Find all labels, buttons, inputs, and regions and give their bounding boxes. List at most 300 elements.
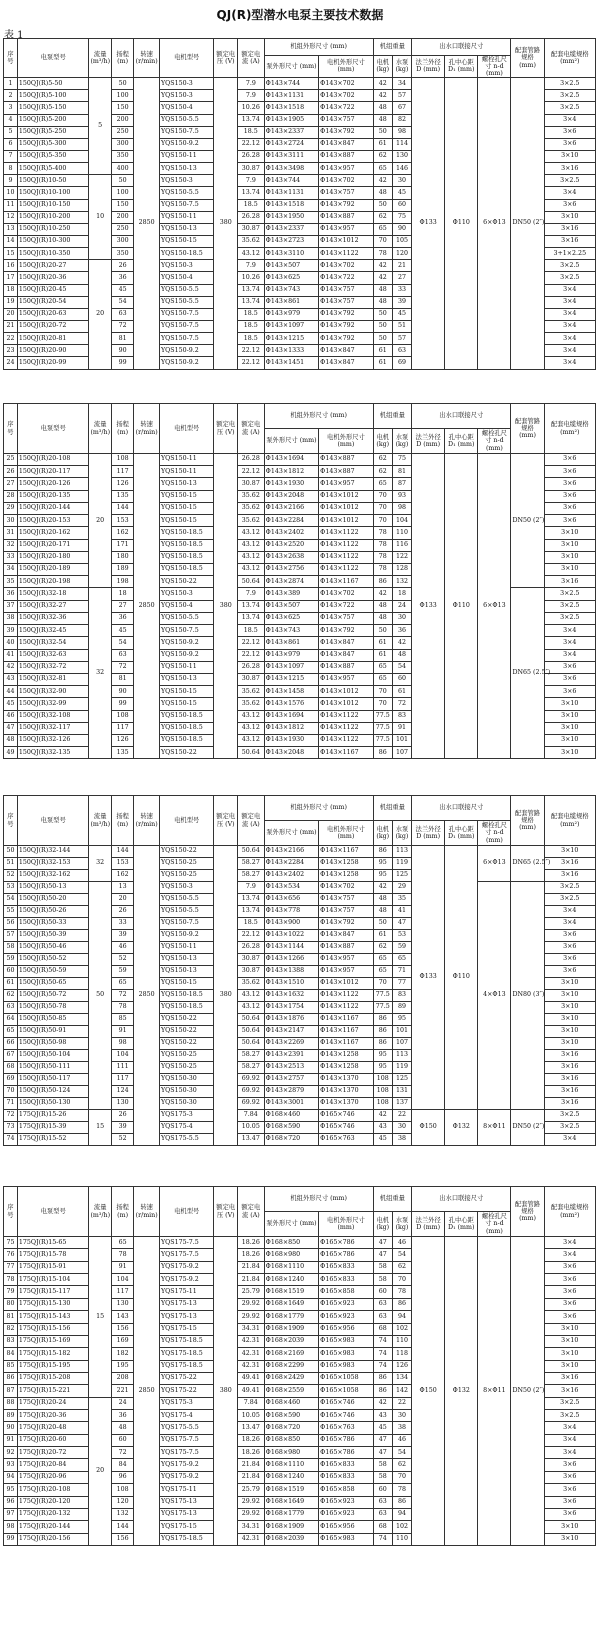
table-cell: Φ143×1012 xyxy=(319,502,374,514)
table-cell: 42 xyxy=(373,90,392,102)
table-cell: 21.84 xyxy=(237,1274,264,1286)
table-cell: 69.92 xyxy=(237,1098,264,1110)
table-cell: 95 xyxy=(4,1484,18,1496)
table-cell: YQS150-7.5 xyxy=(159,308,213,320)
table-cell: Φ143×3498 xyxy=(264,163,318,175)
table-cell: 98 xyxy=(4,1521,18,1533)
table-cell: 3×2.5 xyxy=(544,1122,595,1134)
table-cell: 29.92 xyxy=(237,1496,264,1508)
table-cell: Φ143×792 xyxy=(319,308,374,320)
table-cell: Φ168×590 xyxy=(264,1410,318,1422)
table-cell: YQS150-7.5 xyxy=(159,126,213,138)
table-cell: 26.28 xyxy=(237,454,264,466)
table-cell: 49 xyxy=(4,747,18,759)
table-cell: YQS175-7.5 xyxy=(159,1434,213,1446)
table-cell: 117 xyxy=(111,722,133,734)
table-cell: 3×6 xyxy=(544,490,595,502)
table-cell: 3×6 xyxy=(544,199,595,211)
table-cell: 3×4 xyxy=(544,333,595,345)
table-cell: 48 xyxy=(373,284,392,296)
table-cell: 175QJ(R)15-143 xyxy=(17,1311,89,1323)
table-cell: 150QJ(R)20-144 xyxy=(17,502,89,514)
table-cell: 182 xyxy=(111,1348,133,1360)
table-cell: 3×16 xyxy=(544,1050,595,1062)
table-cell: 62 xyxy=(373,942,392,954)
table-cell: 3×10 xyxy=(544,563,595,575)
table-cell: 102 xyxy=(392,1521,411,1533)
table-cell: Φ143×1122 xyxy=(319,710,374,722)
table-cell: 3×16 xyxy=(544,858,595,870)
table-cell: 150QJ(R)32-162 xyxy=(17,870,89,882)
table-cell: 3×10 xyxy=(544,1360,595,1372)
table-cell: 3×16 xyxy=(544,1372,595,1384)
table-cell: 58.27 xyxy=(237,1062,264,1074)
table-cell: 30.87 xyxy=(237,954,264,966)
table-cell: 3×4 xyxy=(544,114,595,126)
table-cell: 10.26 xyxy=(237,102,264,114)
table-cell: 29.92 xyxy=(237,1311,264,1323)
spec-table-2 xyxy=(3,403,596,759)
table-cell: 3×10 xyxy=(544,1002,595,1014)
table-cell: 150QJ(R)50-91 xyxy=(17,1026,89,1038)
table-cell: YQS150-13 xyxy=(159,954,213,966)
table-cell: 150QJ(R)50-117 xyxy=(17,1074,89,1086)
table-row xyxy=(4,1110,596,1122)
table-cell: 70 xyxy=(373,515,392,527)
table-cell: 104 xyxy=(111,1274,133,1286)
table-cell: 72 xyxy=(4,1110,18,1122)
table-cell: Φ168×590 xyxy=(264,1122,318,1134)
column-header: 出水口联接尺寸 xyxy=(412,39,511,56)
table-cell: Φ143×1167 xyxy=(319,846,374,858)
table-cell: 50.64 xyxy=(237,1014,264,1026)
table-cell: YQS150-3 xyxy=(159,882,213,894)
table-cell: 50 xyxy=(373,333,392,345)
table-cell: Φ143×1097 xyxy=(264,321,318,333)
table-cell: YQS150-9.2 xyxy=(159,345,213,357)
column-header: 配套电缆规格 (mm²) xyxy=(544,39,595,78)
table-cell: 150QJ(R)20-54 xyxy=(17,296,89,308)
table-cell: 62 xyxy=(373,151,392,163)
table-cell: Φ143×1022 xyxy=(264,930,318,942)
table-cell: 65 xyxy=(373,966,392,978)
table-cell: 3×4 xyxy=(544,918,595,930)
table-cell: 153 xyxy=(111,858,133,870)
table-cell: 26 xyxy=(111,1110,133,1122)
table-cell: 84 xyxy=(111,1459,133,1471)
column-header: 出水口联接尺寸 xyxy=(412,796,511,821)
table-cell: 350 xyxy=(111,151,133,163)
table-cell: 150QJ(R)32-135 xyxy=(17,747,89,759)
table-cell: 150QJ(R)5-100 xyxy=(17,90,89,102)
table-cell: 107 xyxy=(392,747,411,759)
table-cell: Φ143×957 xyxy=(319,223,374,235)
table-cell: 150QJ(R)50-46 xyxy=(17,942,89,954)
table-cell: 60 xyxy=(373,1484,392,1496)
table-cell: 61 xyxy=(4,978,18,990)
table-cell: 7.84 xyxy=(237,1110,264,1122)
table-cell: YQS175-11 xyxy=(159,1286,213,1298)
table-cell: 150QJ(R)20-45 xyxy=(17,284,89,296)
table-cell: 100 xyxy=(111,187,133,199)
table-cell: Φ143×1930 xyxy=(264,735,318,747)
table-cell: Φ143×957 xyxy=(319,673,374,685)
table-cell: 60 xyxy=(392,199,411,211)
table-cell: Φ143×900 xyxy=(264,918,318,930)
table-cell: 78 xyxy=(4,1274,18,1286)
table-cell: Φ165×956 xyxy=(319,1323,374,1335)
table-cell: 3×4 xyxy=(544,296,595,308)
table-cell: 175QJ(R)15-26 xyxy=(17,1110,89,1122)
table-cell: Φ165×983 xyxy=(319,1348,374,1360)
table-cell: 400 xyxy=(111,163,133,175)
spec-table-1 xyxy=(3,38,596,370)
table-cell: 7.9 xyxy=(237,90,264,102)
table-cell: Φ143×1122 xyxy=(319,551,374,563)
table-cell: 144 xyxy=(111,1521,133,1533)
table-cell: Φ143×1370 xyxy=(319,1086,374,1098)
table-cell: 86 xyxy=(392,1496,411,1508)
table-cell: YQS150-4 xyxy=(159,102,213,114)
table-cell: 58.27 xyxy=(237,858,264,870)
table-cell: 117 xyxy=(111,1074,133,1086)
table-cell: Φ143×1167 xyxy=(319,747,374,759)
table-cell: Φ143×3110 xyxy=(264,248,318,260)
table-cell: 175QJ(R)20-72 xyxy=(17,1447,89,1459)
table-cell: 51 xyxy=(4,858,18,870)
table-cell: Φ143×744 xyxy=(264,78,318,90)
table-cell: 3×2.5 xyxy=(544,272,595,284)
table-cell: 150QJ(R)20-180 xyxy=(17,551,89,563)
table-cell: 35 xyxy=(392,894,411,906)
table-cell: 150QJ(R)5-200 xyxy=(17,114,89,126)
table-cell: 150QJ(R)50-13 xyxy=(17,882,89,894)
table-cell: 175QJ(R)20-156 xyxy=(17,1533,89,1545)
table-cell: 150QJ(R)50-130 xyxy=(17,1098,89,1110)
table-cell: 175QJ(R)20-36 xyxy=(17,1410,89,1422)
table-cell: 150QJ(R)5-250 xyxy=(17,126,89,138)
table-cell: 153 xyxy=(111,515,133,527)
table-cell: YQS150-11 xyxy=(159,454,213,466)
merged-cell: 5 xyxy=(89,78,111,175)
table-cell: YQS150-15 xyxy=(159,698,213,710)
table-cell: Φ143×757 xyxy=(319,187,374,199)
table-cell: Φ143×1012 xyxy=(319,236,374,248)
column-header: 孔中心距 D₁ (mm) xyxy=(445,821,478,846)
table-cell: 61 xyxy=(373,637,392,649)
table-cell: 3×4 xyxy=(544,625,595,637)
table-cell: Φ168×1779 xyxy=(264,1508,318,1520)
table-cell: Φ143×1122 xyxy=(319,248,374,260)
table-cell: Φ168×1909 xyxy=(264,1323,318,1335)
table-cell: Φ168×1240 xyxy=(264,1471,318,1483)
table-cell: 26 xyxy=(4,466,18,478)
column-header: 转速 (r/min) xyxy=(134,796,160,846)
table-cell: 198 xyxy=(111,576,133,588)
table-cell: Φ143×1458 xyxy=(264,686,318,698)
table-cell: 94 xyxy=(392,1508,411,1520)
table-cell: YQS175-18.5 xyxy=(159,1533,213,1545)
table-cell: YQS150-7.5 xyxy=(159,333,213,345)
table-cell: Φ143×887 xyxy=(319,211,374,223)
table-cell: 142 xyxy=(392,1385,411,1397)
table-cell: YQS150-7.5 xyxy=(159,199,213,211)
table-cell: 25.79 xyxy=(237,1286,264,1298)
table-cell: 150QJ(R)32-90 xyxy=(17,686,89,698)
table-cell: Φ168×1110 xyxy=(264,1459,318,1471)
table-cell: Φ143×1370 xyxy=(319,1098,374,1110)
table-row xyxy=(4,1237,596,1249)
table-cell: Φ143×1518 xyxy=(264,102,318,114)
column-header: 额定电流 (A) xyxy=(237,1187,264,1237)
table-cell: 62 xyxy=(373,454,392,466)
table-cell: Φ165×786 xyxy=(319,1237,374,1249)
table-cell: Φ143×2166 xyxy=(264,502,318,514)
table-cell: 156 xyxy=(111,1323,133,1335)
table-cell: 59 xyxy=(111,966,133,978)
table-cell: 46 xyxy=(4,710,18,722)
table-cell: 3×4 xyxy=(544,284,595,296)
table-cell: YQS150-22 xyxy=(159,1026,213,1038)
table-cell: 48 xyxy=(4,735,18,747)
table-cell: 43.12 xyxy=(237,990,264,1002)
table-cell: Φ165×1058 xyxy=(319,1372,374,1384)
column-header: 配套电缆规格 (mm²) xyxy=(544,1187,595,1237)
table-cell: Φ143×1122 xyxy=(319,563,374,575)
table-cell: Φ143×2638 xyxy=(264,551,318,563)
table-cell: YQS150-30 xyxy=(159,1098,213,1110)
table-cell: 62 xyxy=(4,990,18,1002)
table-cell: 43.12 xyxy=(237,527,264,539)
header-row xyxy=(4,796,596,821)
column-header: 扬程 (m) xyxy=(111,39,133,78)
table-cell: 35.62 xyxy=(237,502,264,514)
table-cell: 35.62 xyxy=(237,515,264,527)
table-cell: 150QJ(R)5-50 xyxy=(17,78,89,90)
table-cell: Φ168×1779 xyxy=(264,1311,318,1323)
table-cell: 52 xyxy=(111,954,133,966)
table-cell: 74 xyxy=(373,1360,392,1372)
table-cell: Φ143×1266 xyxy=(264,954,318,966)
column-header: 配套管路规格 (mm) xyxy=(511,1187,544,1237)
table-cell: YQS175-18.5 xyxy=(159,1335,213,1347)
table-cell: YQS175-3 xyxy=(159,1110,213,1122)
table-cell: 3×4 xyxy=(544,187,595,199)
table-cell: 77.5 xyxy=(373,710,392,722)
merged-cell: DN50 (2″) xyxy=(511,454,544,588)
column-header: 泵外形尺寸 (mm) xyxy=(264,821,318,846)
table-cell: 70 xyxy=(373,490,392,502)
table-cell: 125 xyxy=(392,1074,411,1086)
table-cell: Φ143×507 xyxy=(264,260,318,272)
table-cell: 13.74 xyxy=(237,296,264,308)
table-cell: 175QJ(R)15-104 xyxy=(17,1274,89,1286)
table-cell: 63 xyxy=(373,1496,392,1508)
table-cell: 3×4 xyxy=(544,321,595,333)
table-cell: 150QJ(R)50-104 xyxy=(17,1050,89,1062)
table-cell: Φ143×792 xyxy=(319,126,374,138)
table-cell: 47 xyxy=(373,1237,392,1249)
table-cell: Φ143×1812 xyxy=(264,466,318,478)
table-cell: 7.9 xyxy=(237,588,264,600)
table-cell: Φ143×887 xyxy=(319,466,374,478)
table-cell: YQS150-11 xyxy=(159,661,213,673)
table-cell: Φ168×1649 xyxy=(264,1496,318,1508)
table-cell: 150QJ(R)20-36 xyxy=(17,272,89,284)
table-cell: 171 xyxy=(111,539,133,551)
table-cell: YQS150-15 xyxy=(159,515,213,527)
table-cell: 50 xyxy=(4,846,18,858)
table-cell: 110 xyxy=(392,1533,411,1545)
table-cell: 42.31 xyxy=(237,1533,264,1545)
table-cell: 150QJ(R)10-250 xyxy=(17,223,89,235)
table-cell: YQS175-9.2 xyxy=(159,1471,213,1483)
table-cell: 30 xyxy=(392,1122,411,1134)
table-cell: Φ143×2402 xyxy=(264,870,318,882)
table-cell: 93 xyxy=(4,1459,18,1471)
table-cell: Φ143×389 xyxy=(264,588,318,600)
table-cell: 3×10 xyxy=(544,211,595,223)
table-cell: 221 xyxy=(111,1385,133,1397)
table-cell: 75 xyxy=(392,454,411,466)
table-cell: YQS150-15 xyxy=(159,978,213,990)
table-cell: 94 xyxy=(4,1471,18,1483)
table-cell: Φ143×1518 xyxy=(264,199,318,211)
table-cell: Φ165×833 xyxy=(319,1459,374,1471)
table-cell: 69 xyxy=(4,1074,18,1086)
table-cell: 3×10 xyxy=(544,735,595,747)
merged-cell: 15 xyxy=(89,1237,111,1398)
table-cell: YQS175-15 xyxy=(159,1323,213,1335)
table-cell: YQS150-5.5 xyxy=(159,284,213,296)
table-cell: YQS150-18.5 xyxy=(159,735,213,747)
table-cell: Φ168×2559 xyxy=(264,1385,318,1397)
table-cell: 70 xyxy=(373,502,392,514)
table-cell: 150 xyxy=(111,199,133,211)
table-cell: 48 xyxy=(373,906,392,918)
table-cell: 3×6 xyxy=(544,454,595,466)
table-cell: 3×4 xyxy=(544,649,595,661)
table-cell: Φ143×757 xyxy=(319,612,374,624)
table-cell: Φ143×1167 xyxy=(319,1038,374,1050)
table-cell: 67 xyxy=(4,1050,18,1062)
table-cell: 39 xyxy=(4,625,18,637)
spec-table-4 xyxy=(3,1186,596,1546)
table-cell: 117 xyxy=(111,466,133,478)
table-cell: YQS150-22 xyxy=(159,1038,213,1050)
table-cell: 10.26 xyxy=(237,272,264,284)
table-cell: 131 xyxy=(392,1086,411,1098)
table-cell: Φ165×1058 xyxy=(319,1385,374,1397)
table-cell: YQS150-15 xyxy=(159,686,213,698)
table-cell: 82 xyxy=(392,114,411,126)
table-cell: Φ168×2169 xyxy=(264,1348,318,1360)
table-cell: 13.74 xyxy=(237,600,264,612)
column-header: 水泵 (kg) xyxy=(392,55,411,78)
table-cell: 74 xyxy=(373,1348,392,1360)
table-cell: 45 xyxy=(111,625,133,637)
table-cell: 150QJ(R)32-36 xyxy=(17,612,89,624)
table-cell: Φ143×2879 xyxy=(264,1086,318,1098)
column-header: 流量 (m³/h) xyxy=(89,39,111,78)
table-cell: 43 xyxy=(4,673,18,685)
table-cell: Φ168×850 xyxy=(264,1237,318,1249)
table-cell: 45 xyxy=(373,1134,392,1146)
table-cell: 48 xyxy=(373,114,392,126)
table-cell: Φ165×763 xyxy=(319,1134,374,1146)
table-cell: 20 xyxy=(4,308,18,320)
table-cell: 150QJ(R)32-126 xyxy=(17,735,89,747)
table-cell: 49.41 xyxy=(237,1372,264,1384)
table-cell: 250 xyxy=(111,223,133,235)
column-header: 孔中心距 D₁ (mm) xyxy=(445,55,478,78)
table-cell: 3×6 xyxy=(544,126,595,138)
table-cell: Φ143×1451 xyxy=(264,357,318,369)
table-cell: 150QJ(R)50-65 xyxy=(17,978,89,990)
table-cell: 43.12 xyxy=(237,1002,264,1014)
table-cell: 65 xyxy=(392,954,411,966)
table-cell: 90 xyxy=(4,1422,18,1434)
table-cell: 46 xyxy=(392,1434,411,1446)
table-cell: Φ143×1131 xyxy=(264,187,318,199)
column-header: 流量 (m³/h) xyxy=(89,404,111,454)
merged-cell: 15 xyxy=(89,1110,111,1146)
table-cell: 33 xyxy=(111,918,133,930)
table-cell: 150QJ(R)20-171 xyxy=(17,539,89,551)
table-cell: Φ168×720 xyxy=(264,1422,318,1434)
table-cell: Φ143×1122 xyxy=(319,539,374,551)
table-cell: 10.05 xyxy=(237,1410,264,1422)
table-cell: Φ168×460 xyxy=(264,1397,318,1409)
merged-cell: 10 xyxy=(89,175,111,260)
table-cell: 35 xyxy=(4,576,18,588)
table-cell: 78 xyxy=(392,1286,411,1298)
table-row xyxy=(4,78,596,90)
table-cell: Φ143×2269 xyxy=(264,1038,318,1050)
table-cell: Φ143×861 xyxy=(264,296,318,308)
column-header: 序号 xyxy=(4,39,18,78)
column-header: 额定电压 (V) xyxy=(214,1187,238,1237)
merged-cell: 6×Φ13 xyxy=(478,846,511,882)
table-cell: 3×10 xyxy=(544,978,595,990)
table-cell: 3×6 xyxy=(544,1496,595,1508)
table-cell: YQS150-15 xyxy=(159,236,213,248)
table-cell: Φ143×2166 xyxy=(264,846,318,858)
table-cell: 300 xyxy=(111,236,133,248)
table-cell: 55 xyxy=(4,906,18,918)
table-cell: YQS150-3 xyxy=(159,78,213,90)
table-cell: YQS150-22 xyxy=(159,747,213,759)
table-cell: 39 xyxy=(392,296,411,308)
table-cell: 22.12 xyxy=(237,930,264,942)
table-cell: 91 xyxy=(4,1434,18,1446)
table-cell: YQS150-9.2 xyxy=(159,930,213,942)
table-cell: 3×16 xyxy=(544,576,595,588)
table-cell: 23 xyxy=(4,345,18,357)
table-cell: Φ143×1122 xyxy=(319,1002,374,1014)
table-cell: 65 xyxy=(111,1237,133,1249)
table-cell: 3×16 xyxy=(544,163,595,175)
column-header: 机组外形尺寸 (mm) xyxy=(264,796,373,821)
table-cell: 13.74 xyxy=(237,612,264,624)
table-cell: 57 xyxy=(4,930,18,942)
table-cell: 150QJ(R)20-81 xyxy=(17,333,89,345)
table-cell: 98 xyxy=(392,126,411,138)
table-cell: 48 xyxy=(373,187,392,199)
table-cell: 21 xyxy=(392,260,411,272)
table-row xyxy=(4,882,596,894)
table-cell: 150 xyxy=(111,102,133,114)
